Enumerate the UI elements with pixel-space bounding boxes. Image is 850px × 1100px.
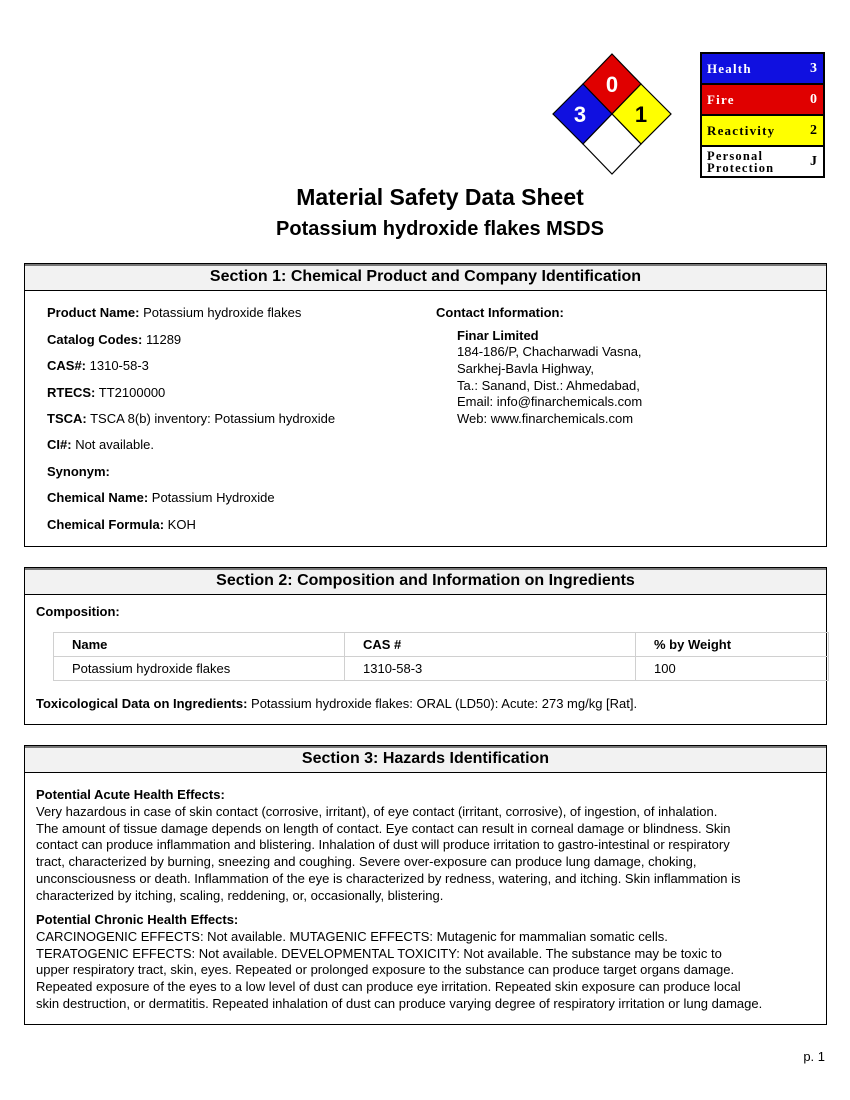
chronic-effects-label: Potential Chronic Health Effects: bbox=[36, 912, 239, 927]
paragraph-line: unconsciousness or death. Inflammation of the eye is characterized by redness, watering, and itching. Skin inflammation is bbox=[36, 870, 741, 886]
contact-address-line: Sarkhej-Bavla Highway, bbox=[457, 361, 595, 376]
table-header-row bbox=[54, 633, 829, 657]
contact-address-line: Ta.: Sanand, Dist.: Ahmedabad, bbox=[457, 378, 640, 393]
cell-name: Potassium hydroxide flakes bbox=[54, 657, 345, 681]
field-catalog-codes bbox=[47, 332, 181, 347]
contact-company: Finar Limited bbox=[457, 328, 539, 343]
paragraph-line: TERATOGENIC EFFECTS: Not available. DEVELOPMENTAL TOXICITY: Not available. The substance may be toxic to bbox=[36, 945, 722, 961]
paragraph-line: skin destruction, or dermatitis. Repeated inhalation of dust can produce varying degree of respiratory irritation or lung damage. bbox=[36, 995, 763, 1011]
hmis-health-label: Health bbox=[707, 60, 752, 76]
page-number: p. 1 bbox=[803, 1049, 825, 1064]
paragraph-line: characterized by itching, scaling, reddening, or, occasionally, blistering. bbox=[36, 887, 444, 903]
field-tsca bbox=[47, 411, 335, 426]
tox-value: Potassium hydroxide flakes: ORAL (LD50): Acute: 273 mg/kg [Rat]. bbox=[251, 696, 638, 711]
field-rtecs bbox=[47, 385, 165, 400]
tox-label: Toxicological Data on Ingredients: bbox=[36, 696, 248, 711]
paragraph-line: Very hazardous in case of skin contact (corrosive, irritant), of eye contact (irritant, corrosive), of ingestion, of inhalation. bbox=[36, 803, 718, 819]
cell-weight: 100 bbox=[636, 657, 829, 681]
paragraph-line: CARCINOGENIC EFFECTS: Not available. MUTAGENIC EFFECTS: Mutagenic for mammalian somatic cells. bbox=[36, 928, 668, 944]
document-title: Material Safety Data Sheet bbox=[296, 184, 584, 210]
section-2 bbox=[24, 567, 827, 725]
nfpa-fire-value: 0 bbox=[605, 72, 619, 97]
paragraph-line: contact can produce inflammation and blistering. Inhalation of dust will produce irritation to gastro-intestinal or respiratory bbox=[36, 837, 730, 853]
field-product-name bbox=[47, 305, 301, 320]
hmis-reactivity-value: 2 bbox=[810, 122, 817, 138]
column-header-cas: CAS # bbox=[345, 633, 636, 657]
field-value: TSCA 8(b) inventory: Potassium hydroxide bbox=[90, 411, 336, 426]
hmis-ppe-row bbox=[702, 147, 823, 176]
field-value: Not available. bbox=[75, 437, 154, 452]
hmis-health-row bbox=[702, 54, 823, 85]
field-cas bbox=[47, 358, 149, 373]
hmis-ppe-label-1: Personal bbox=[707, 148, 764, 163]
field-chemical-name bbox=[47, 490, 275, 505]
hmis-ppe-label-2: Protection bbox=[707, 160, 775, 175]
document-subtitle: Potassium hydroxide flakes MSDS bbox=[276, 218, 604, 240]
hmis-reactivity-row bbox=[702, 116, 823, 147]
field-label: TSCA: bbox=[47, 411, 87, 426]
hmis-fire-value: 0 bbox=[810, 91, 817, 107]
field-label: RTECS: bbox=[47, 385, 96, 400]
field-chemical-formula bbox=[47, 517, 196, 532]
field-value: KOH bbox=[167, 517, 196, 532]
field-value: 11289 bbox=[145, 332, 182, 347]
field-value: 1310-58-3 bbox=[89, 358, 149, 373]
contact-address-line: 184-186/P, Chacharwadi Vasna, bbox=[457, 344, 642, 359]
field-label: Chemical Name: bbox=[47, 490, 149, 505]
nfpa-health-value: 3 bbox=[573, 102, 587, 127]
field-value: Potassium hydroxide flakes bbox=[143, 305, 302, 320]
composition-table bbox=[53, 632, 829, 681]
field-label: Product Name: bbox=[47, 305, 140, 320]
table-row bbox=[54, 657, 829, 681]
contact-info-label: Contact Information: bbox=[436, 305, 564, 320]
field-label: Catalog Codes: bbox=[47, 332, 143, 347]
hmis-ppe-label bbox=[707, 150, 774, 174]
field-label: CAS#: bbox=[47, 358, 87, 373]
column-header-weight: % by Weight bbox=[636, 633, 829, 657]
nfpa-reactivity-value: 1 bbox=[634, 102, 648, 127]
paragraph-line: tract, characterized by burning, sneezing and coughing. Severe over-exposure can produce lung damage, choking, bbox=[36, 854, 697, 870]
cell-cas: 1310-58-3 bbox=[345, 657, 636, 681]
contact-email: Email: info@finarchemicals.com bbox=[457, 394, 643, 409]
hmis-fire-row bbox=[702, 85, 823, 116]
chronic-health-effects bbox=[36, 912, 826, 1013]
column-header-name: Name bbox=[54, 633, 345, 657]
hmis-fire-label: Fire bbox=[707, 91, 735, 107]
field-label: Chemical Formula: bbox=[47, 517, 165, 532]
section-2-heading: Section 2: Composition and Information on Ingredients bbox=[25, 568, 826, 595]
acute-health-effects bbox=[36, 787, 826, 905]
hmis-reactivity-label: Reactivity bbox=[707, 122, 776, 138]
section-1-heading: Section 1: Chemical Product and Company Identification bbox=[25, 264, 826, 291]
nfpa-hazard-diamond bbox=[552, 53, 672, 175]
field-label: CI#: bbox=[47, 437, 72, 452]
composition-label: Composition: bbox=[36, 604, 120, 619]
paragraph-line: The amount of tissue damage depends on length of contact. Eye contact can result in corneal damage or blindness. Skin bbox=[36, 820, 731, 836]
paragraph-line: upper respiratory tract, skin, eyes. Repeated or prolonged exposure to the substance can produce target organs damage. bbox=[36, 962, 735, 978]
field-value: TT2100000 bbox=[98, 385, 166, 400]
field-ci bbox=[47, 437, 154, 452]
field-label: Synonym: bbox=[47, 464, 110, 479]
section-3-heading: Section 3: Hazards Identification bbox=[25, 746, 826, 773]
field-value: Potassium Hydroxide bbox=[151, 490, 275, 505]
paragraph-line: Repeated exposure of the eyes to a low level of dust can produce eye irritation. Repeated skin exposure can produce local bbox=[36, 979, 741, 995]
hmis-ppe-value: J bbox=[810, 153, 817, 169]
acute-effects-label: Potential Acute Health Effects: bbox=[36, 787, 225, 802]
hmis-health-value: 3 bbox=[810, 60, 817, 76]
field-synonym bbox=[47, 464, 110, 479]
section-1 bbox=[24, 263, 827, 547]
hmis-rating-table bbox=[700, 52, 825, 178]
contact-web: Web: www.finarchemicals.com bbox=[457, 411, 634, 426]
section-3 bbox=[24, 745, 827, 1025]
toxicological-data bbox=[36, 696, 637, 711]
